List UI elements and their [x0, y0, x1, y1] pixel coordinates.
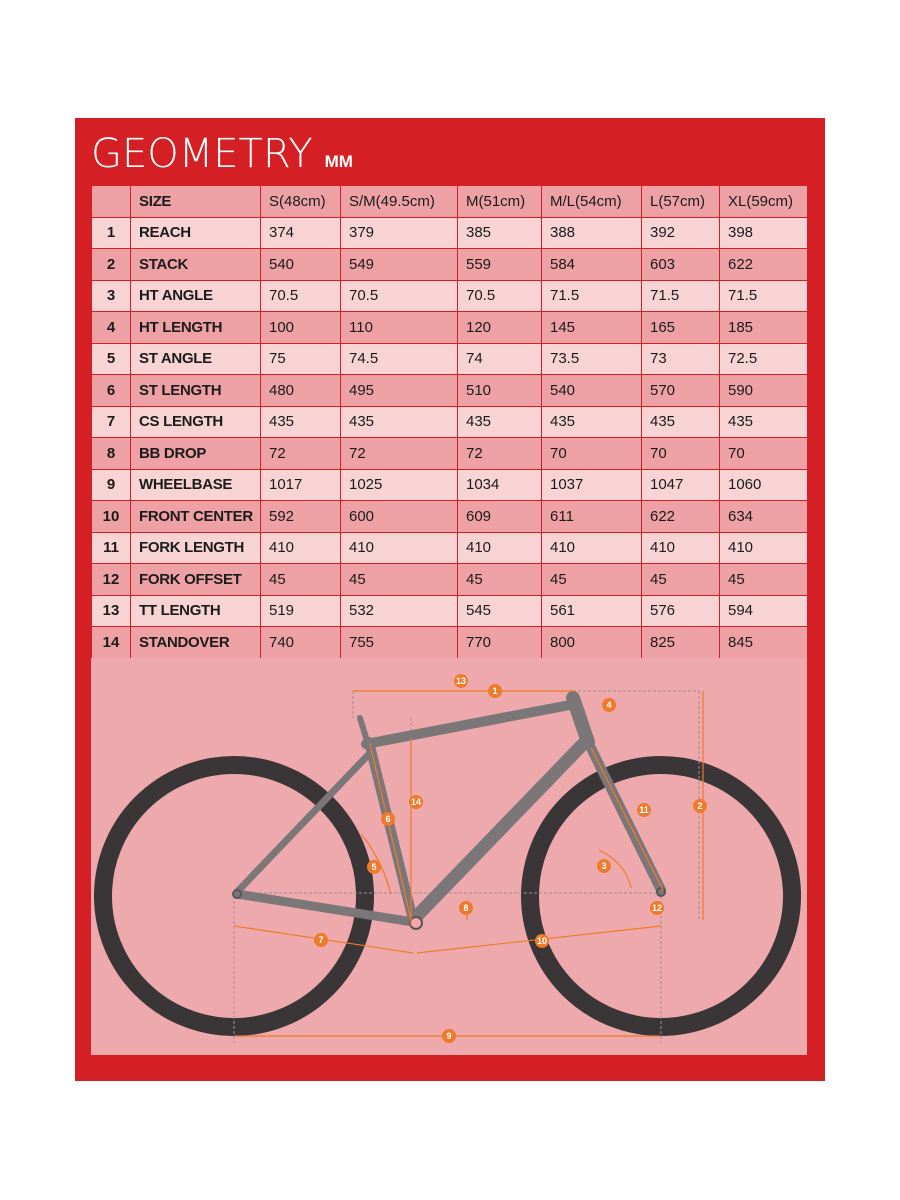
header-size-column: M/L(54cm) — [542, 186, 642, 218]
measurement-label: FORK OFFSET — [131, 564, 261, 596]
measurement-value: 72 — [458, 438, 542, 470]
geometry-panel — [75, 118, 825, 1081]
measurement-value: 1047 — [642, 469, 720, 501]
measurement-value: 410 — [720, 532, 808, 564]
svg-text:14: 14 — [410, 797, 422, 807]
svg-text:12: 12 — [651, 903, 663, 913]
measurement-value: 100 — [261, 312, 341, 344]
measurement-value: 70.5 — [341, 280, 458, 312]
measurement-label: STANDOVER — [131, 627, 261, 659]
measurement-value: 72.5 — [720, 343, 808, 375]
callout-11 — [637, 803, 651, 817]
measurement-label: STACK — [131, 249, 261, 281]
measurement-value: 1034 — [458, 469, 542, 501]
row-number: 8 — [92, 438, 131, 470]
row-number: 5 — [92, 343, 131, 375]
measurement-value: 435 — [261, 406, 341, 438]
header-size-column: S/M(49.5cm) — [341, 186, 458, 218]
svg-text:4: 4 — [606, 700, 612, 710]
page-title — [91, 132, 353, 184]
measurement-label: HT ANGLE — [131, 280, 261, 312]
measurement-value: 410 — [458, 532, 542, 564]
svg-text:10: 10 — [536, 936, 548, 946]
callout-2 — [693, 799, 707, 813]
header-index-cell — [92, 186, 131, 218]
measurement-label: FRONT CENTER — [131, 501, 261, 533]
measurement-value: 590 — [720, 375, 808, 407]
row-number: 3 — [92, 280, 131, 312]
svg-text:6: 6 — [385, 814, 391, 824]
callout-6 — [381, 812, 395, 826]
chain-stay — [237, 894, 413, 922]
measurement-value: 72 — [341, 438, 458, 470]
measurement-value: 70.5 — [261, 280, 341, 312]
measurement-value: 770 — [458, 627, 542, 659]
measurement-label: HT LENGTH — [131, 312, 261, 344]
row-number: 11 — [92, 532, 131, 564]
table-row — [92, 627, 808, 659]
unit-label: MM — [324, 152, 353, 171]
bike-drawing — [91, 658, 807, 1055]
top-tube — [366, 704, 575, 744]
measurement-value: 435 — [642, 406, 720, 438]
row-number: 14 — [92, 627, 131, 659]
measurement-value: 622 — [642, 501, 720, 533]
measurement-value: 379 — [341, 217, 458, 249]
callout-14 — [409, 795, 423, 809]
row-number: 10 — [92, 501, 131, 533]
measurement-value: 70 — [542, 438, 642, 470]
measurement-value: 71.5 — [642, 280, 720, 312]
measurement-value: 634 — [720, 501, 808, 533]
measurement-value: 592 — [261, 501, 341, 533]
svg-text:2: 2 — [697, 801, 703, 811]
svg-text:5: 5 — [371, 862, 377, 872]
table-row — [92, 469, 808, 501]
callout-13 — [454, 674, 468, 688]
header-size-column: M(51cm) — [458, 186, 542, 218]
row-number: 7 — [92, 406, 131, 438]
measurement-value: 75 — [261, 343, 341, 375]
measurement-value: 410 — [642, 532, 720, 564]
measurement-value: 435 — [542, 406, 642, 438]
measurement-value: 545 — [458, 595, 542, 627]
svg-text:1: 1 — [492, 686, 498, 696]
measurement-value: 398 — [720, 217, 808, 249]
measurement-label: CS LENGTH — [131, 406, 261, 438]
row-number: 9 — [92, 469, 131, 501]
measurement-value: 495 — [341, 375, 458, 407]
table-row — [92, 280, 808, 312]
row-number: 4 — [92, 312, 131, 344]
measurement-value: 510 — [458, 375, 542, 407]
row-number: 6 — [92, 375, 131, 407]
table-row — [92, 501, 808, 533]
callout-7 — [314, 933, 328, 947]
measurement-value: 73.5 — [542, 343, 642, 375]
callout-3 — [597, 859, 611, 873]
measurement-value: 1037 — [542, 469, 642, 501]
measurement-value: 45 — [458, 564, 542, 596]
measurement-value: 435 — [720, 406, 808, 438]
measurement-value: 45 — [642, 564, 720, 596]
measurement-value: 1060 — [720, 469, 808, 501]
measurement-value: 480 — [261, 375, 341, 407]
measurement-value: 45 — [542, 564, 642, 596]
measurement-value: 74 — [458, 343, 542, 375]
measurement-value: 1025 — [341, 469, 458, 501]
measurement-value: 435 — [341, 406, 458, 438]
measurement-value: 594 — [720, 595, 808, 627]
table-row — [92, 564, 808, 596]
svg-text:13: 13 — [455, 676, 467, 686]
measurement-value: 45 — [261, 564, 341, 596]
header-size-column: L(57cm) — [642, 186, 720, 218]
measurement-value: 120 — [458, 312, 542, 344]
dropouts-and-bb — [233, 888, 665, 929]
callout-4 — [602, 698, 616, 712]
measurement-value: 74.5 — [341, 343, 458, 375]
measurement-value: 374 — [261, 217, 341, 249]
geometry-table — [91, 185, 808, 659]
header-size-column: S(48cm) — [261, 186, 341, 218]
measurement-value: 576 — [642, 595, 720, 627]
table-row — [92, 217, 808, 249]
measurement-label: FORK LENGTH — [131, 532, 261, 564]
measurement-value: 392 — [642, 217, 720, 249]
svg-text:11: 11 — [639, 805, 649, 815]
measurement-value: 603 — [642, 249, 720, 281]
callout-9 — [442, 1029, 456, 1043]
measurement-value: 584 — [542, 249, 642, 281]
measurement-value: 845 — [720, 627, 808, 659]
measurement-value: 45 — [720, 564, 808, 596]
callout-10 — [535, 934, 549, 948]
measurement-value: 1017 — [261, 469, 341, 501]
measurement-value: 622 — [720, 249, 808, 281]
svg-text:3: 3 — [601, 861, 607, 871]
title-text: GEOMETRY — [91, 131, 313, 177]
callout-5 — [367, 860, 381, 874]
head-tube — [573, 698, 588, 742]
measurement-value: 385 — [458, 217, 542, 249]
measurement-value: 825 — [642, 627, 720, 659]
measurement-value: 71.5 — [720, 280, 808, 312]
svg-text:9: 9 — [446, 1031, 452, 1041]
measurement-value: 561 — [542, 595, 642, 627]
measurement-value: 165 — [642, 312, 720, 344]
measurement-value: 549 — [341, 249, 458, 281]
measurement-label: ST LENGTH — [131, 375, 261, 407]
header-size-column: XL(59cm) — [720, 186, 808, 218]
measurement-value: 410 — [261, 532, 341, 564]
measurement-value: 410 — [542, 532, 642, 564]
measurement-value: 532 — [341, 595, 458, 627]
measurement-value: 570 — [642, 375, 720, 407]
measurement-value: 70.5 — [458, 280, 542, 312]
svg-text:8: 8 — [463, 903, 469, 913]
measurement-value: 740 — [261, 627, 341, 659]
measurement-value: 559 — [458, 249, 542, 281]
measurement-value: 800 — [542, 627, 642, 659]
measurement-value: 609 — [458, 501, 542, 533]
measurement-value: 72 — [261, 438, 341, 470]
measurement-value: 73 — [642, 343, 720, 375]
measurement-value: 435 — [458, 406, 542, 438]
measurement-value: 600 — [341, 501, 458, 533]
measurement-value: 540 — [542, 375, 642, 407]
measurement-label: BB DROP — [131, 438, 261, 470]
table-row — [92, 532, 808, 564]
table-row — [92, 595, 808, 627]
measurement-value: 519 — [261, 595, 341, 627]
measurement-value: 611 — [542, 501, 642, 533]
bike-geometry-diagram — [91, 658, 807, 1055]
measurement-label: ST ANGLE — [131, 343, 261, 375]
row-number: 1 — [92, 217, 131, 249]
row-number: 12 — [92, 564, 131, 596]
row-number: 2 — [92, 249, 131, 281]
measurement-value: 540 — [261, 249, 341, 281]
measurement-value: 185 — [720, 312, 808, 344]
measurement-label: WHEELBASE — [131, 469, 261, 501]
callout-12 — [650, 901, 664, 915]
measurement-value: 755 — [341, 627, 458, 659]
table-row — [92, 438, 808, 470]
table-row — [92, 343, 808, 375]
table-row — [92, 249, 808, 281]
measurement-value: 70 — [720, 438, 808, 470]
callout-1 — [488, 684, 502, 698]
table-header-row — [92, 186, 808, 218]
bike-frame — [237, 698, 661, 922]
measurement-value: 410 — [341, 532, 458, 564]
measurement-label: REACH — [131, 217, 261, 249]
measurement-value: 70 — [642, 438, 720, 470]
measurement-value: 145 — [542, 312, 642, 344]
table-row — [92, 312, 808, 344]
header-size-cell: SIZE — [131, 186, 261, 218]
measurement-value: 71.5 — [542, 280, 642, 312]
table-row — [92, 375, 808, 407]
svg-text:7: 7 — [318, 935, 324, 945]
measurement-value: 45 — [341, 564, 458, 596]
measurement-value: 388 — [542, 217, 642, 249]
measurement-label: TT LENGTH — [131, 595, 261, 627]
table-row — [92, 406, 808, 438]
row-number: 13 — [92, 595, 131, 627]
callout-8 — [459, 901, 473, 915]
measurement-value: 110 — [341, 312, 458, 344]
